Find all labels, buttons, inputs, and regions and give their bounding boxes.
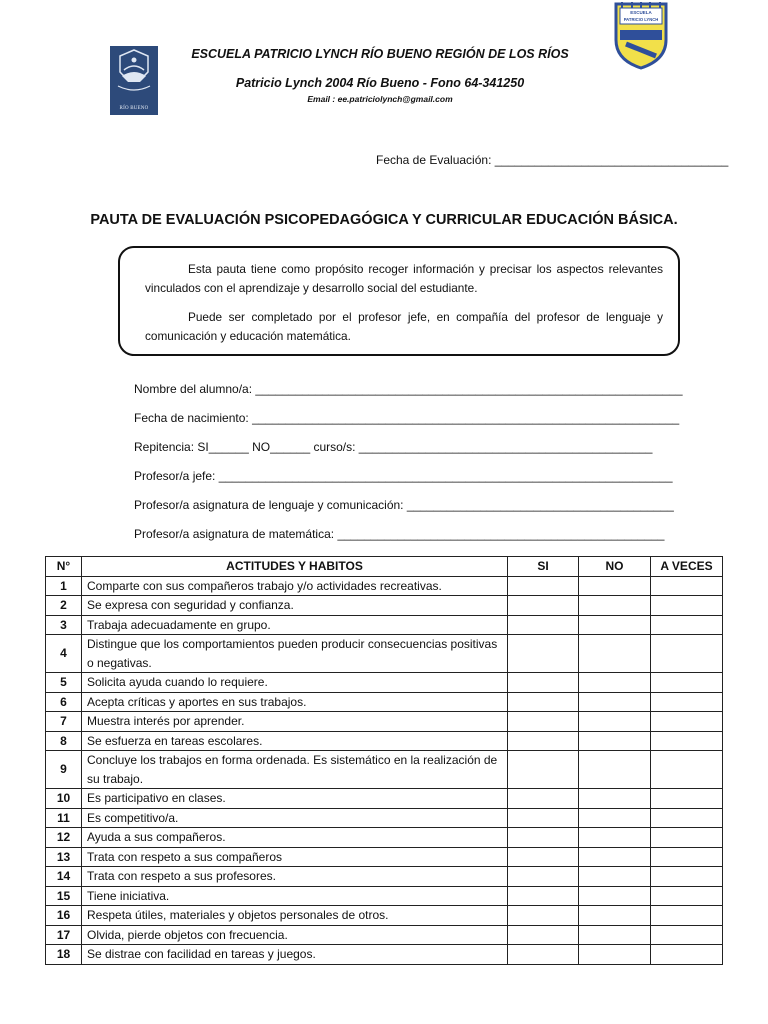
si-cell[interactable]: [508, 673, 579, 693]
item-number: 3: [46, 615, 82, 635]
header-no: NO: [579, 557, 651, 577]
item-description: Acepta críticas y aportes en sus trabajos.: [82, 692, 508, 712]
a-veces-cell[interactable]: [651, 906, 723, 926]
table-row: [46, 867, 723, 887]
a-veces-cell[interactable]: [651, 692, 723, 712]
no-cell[interactable]: [579, 867, 651, 887]
no-cell[interactable]: [579, 847, 651, 867]
item-number: 12: [46, 828, 82, 848]
table-row: [46, 945, 723, 965]
no-cell[interactable]: [579, 692, 651, 712]
item-description: Se esfuerza en tareas escolares.: [82, 731, 508, 751]
a-veces-cell[interactable]: [651, 673, 723, 693]
a-veces-cell[interactable]: [651, 886, 723, 906]
table-body: [46, 576, 723, 964]
a-veces-cell[interactable]: [651, 712, 723, 732]
item-number: 2: [46, 596, 82, 616]
si-cell[interactable]: [508, 828, 579, 848]
logo-caption: RÍO BUENO: [119, 106, 149, 111]
table-row: [46, 847, 723, 867]
item-description: Trata con respeto a sus profesores.: [82, 867, 508, 887]
table-row: [46, 673, 723, 693]
no-cell[interactable]: [579, 615, 651, 635]
item-description: Olvida, pierde objetos con frecuencia.: [82, 925, 508, 945]
item-number: 7: [46, 712, 82, 732]
a-veces-cell[interactable]: [651, 945, 723, 965]
table-row: [46, 576, 723, 596]
item-number: 1: [46, 576, 82, 596]
item-description: Es competitivo/a.: [82, 808, 508, 828]
no-cell[interactable]: [579, 808, 651, 828]
a-veces-cell[interactable]: [651, 731, 723, 751]
table-row: [46, 828, 723, 848]
table-row: [46, 635, 723, 673]
si-cell[interactable]: [508, 692, 579, 712]
student-name-field: Nombre del alumno/a: ________________________________________________________________: [134, 382, 683, 396]
no-cell[interactable]: [579, 906, 651, 926]
a-veces-cell[interactable]: [651, 576, 723, 596]
intro-paragraph-completion: Puede ser completado por el profesor jefe, en compañía del profesor de lenguaje y comunicación y educación matemática.: [145, 310, 663, 343]
table-row: [46, 789, 723, 809]
si-cell[interactable]: [508, 712, 579, 732]
language-teacher-field: Profesor/a asignatura de lenguaje y comunicación: ________________________________________: [134, 498, 674, 512]
item-number: 4: [46, 635, 82, 673]
item-number: 14: [46, 867, 82, 887]
item-description: Respeta útiles, materiales y objetos personales de otros.: [82, 906, 508, 926]
table-row: [46, 808, 723, 828]
no-cell[interactable]: [579, 712, 651, 732]
grade-repetition-field: Repitencia: SI______ NO______ curso/s: ____________________________________________: [134, 440, 653, 454]
item-description: Concluye los trabajos en forma ordenada. Es sistemático en la realización de su trabajo.: [82, 751, 508, 789]
a-veces-cell[interactable]: [651, 635, 723, 673]
school-email: Email : ee.patriciolynch@gmail.com: [307, 94, 453, 104]
item-description: Ayuda a sus compañeros.: [82, 828, 508, 848]
school-name: ESCUELA PATRICIO LYNCH RÍO BUENO REGIÓN DE LOS RÍOS: [191, 47, 569, 61]
no-cell[interactable]: [579, 925, 651, 945]
no-cell[interactable]: [579, 596, 651, 616]
school-crest: [612, 0, 670, 70]
item-number: 8: [46, 731, 82, 751]
a-veces-cell[interactable]: [651, 789, 723, 809]
school-address: Patricio Lynch 2004 Río Bueno - Fono 64-341250: [235, 76, 525, 90]
item-number: 5: [46, 673, 82, 693]
no-cell[interactable]: [579, 635, 651, 673]
table-header-row: [46, 557, 723, 577]
crest-text-mid: PATRICIO LYNCH: [623, 17, 659, 22]
table-row: [46, 886, 723, 906]
item-number: 9: [46, 751, 82, 789]
evaluation-date-field: Fecha de Evaluación: ___________________________________: [376, 153, 729, 167]
table-row: [46, 596, 723, 616]
item-number: 11: [46, 808, 82, 828]
table-row: [46, 712, 723, 732]
birth-date-field: Fecha de nacimiento: ________________________________________________________________: [134, 411, 680, 425]
header-number: N°: [46, 557, 82, 577]
intro-box: [118, 246, 680, 356]
a-veces-cell[interactable]: [651, 847, 723, 867]
item-number: 17: [46, 925, 82, 945]
si-cell[interactable]: [508, 635, 579, 673]
si-cell[interactable]: [508, 886, 579, 906]
item-description: Muestra interés por aprender.: [82, 712, 508, 732]
item-number: 18: [46, 945, 82, 965]
no-cell[interactable]: [579, 576, 651, 596]
intro-paragraph-purpose: Esta pauta tiene como propósito recoger información y precisar los aspectos relevantes vinculados con el aprendizaje y desarrollo social del estudiante.: [145, 262, 663, 295]
item-description: Es participativo en clases.: [82, 789, 508, 809]
no-cell[interactable]: [579, 673, 651, 693]
table-row: [46, 731, 723, 751]
a-veces-cell[interactable]: [651, 596, 723, 616]
a-veces-cell[interactable]: [651, 751, 723, 789]
si-cell[interactable]: [508, 808, 579, 828]
a-veces-cell[interactable]: [651, 925, 723, 945]
a-veces-cell[interactable]: [651, 808, 723, 828]
item-description: Solicita ayuda cuando lo requiere.: [82, 673, 508, 693]
table-row: [46, 751, 723, 789]
a-veces-cell[interactable]: [651, 867, 723, 887]
no-cell[interactable]: [579, 828, 651, 848]
item-number: 15: [46, 886, 82, 906]
si-cell[interactable]: [508, 615, 579, 635]
no-cell[interactable]: [579, 886, 651, 906]
crest-text-top: ESCUELA: [630, 10, 652, 15]
item-number: 10: [46, 789, 82, 809]
math-teacher-field: Profesor/a asignatura de matemática: _________________________________________________: [134, 527, 665, 541]
table-row: [46, 615, 723, 635]
item-description: Distingue que los comportamientos pueden producir consecuencias positivas o negativas.: [82, 635, 508, 673]
head-teacher-field: Profesor/a jefe: ____________________________________________________________________: [134, 469, 673, 483]
item-number: 13: [46, 847, 82, 867]
header-attitudes: ACTITUDES Y HABITOS: [82, 557, 508, 577]
no-cell[interactable]: [579, 751, 651, 789]
item-description: Trata con respeto a sus compañeros: [82, 847, 508, 867]
si-cell[interactable]: [508, 596, 579, 616]
attitudes-habits-table: [45, 556, 723, 965]
item-number: 6: [46, 692, 82, 712]
table-row: [46, 906, 723, 926]
item-description: Tiene iniciativa.: [82, 886, 508, 906]
si-cell[interactable]: [508, 751, 579, 789]
a-veces-cell[interactable]: [651, 615, 723, 635]
no-cell[interactable]: [579, 789, 651, 809]
si-cell[interactable]: [508, 789, 579, 809]
si-cell[interactable]: [508, 925, 579, 945]
si-cell[interactable]: [508, 731, 579, 751]
item-number: 16: [46, 906, 82, 926]
si-cell[interactable]: [508, 867, 579, 887]
item-description: Comparte con sus compañeros trabajo y/o actividades recreativas.: [82, 576, 508, 596]
no-cell[interactable]: [579, 731, 651, 751]
header-a-veces: A VECES: [651, 557, 723, 577]
a-veces-cell[interactable]: [651, 828, 723, 848]
si-cell[interactable]: [508, 945, 579, 965]
item-description: Se distrae con facilidad en tareas y juegos.: [82, 945, 508, 965]
si-cell[interactable]: [508, 847, 579, 867]
item-description: Trabaja adecuadamente en grupo.: [82, 615, 508, 635]
header-si: SI: [508, 557, 579, 577]
table-row: [46, 925, 723, 945]
table-row: [46, 692, 723, 712]
school-crest-icon: [612, 0, 670, 70]
no-cell[interactable]: [579, 945, 651, 965]
si-cell[interactable]: [508, 576, 579, 596]
item-description: Se expresa con seguridad y confianza.: [82, 596, 508, 616]
document-title: PAUTA DE EVALUACIÓN PSICOPEDAGÓGICA Y CURRICULAR EDUCACIÓN BÁSICA.: [90, 212, 678, 228]
si-cell[interactable]: [508, 906, 579, 926]
